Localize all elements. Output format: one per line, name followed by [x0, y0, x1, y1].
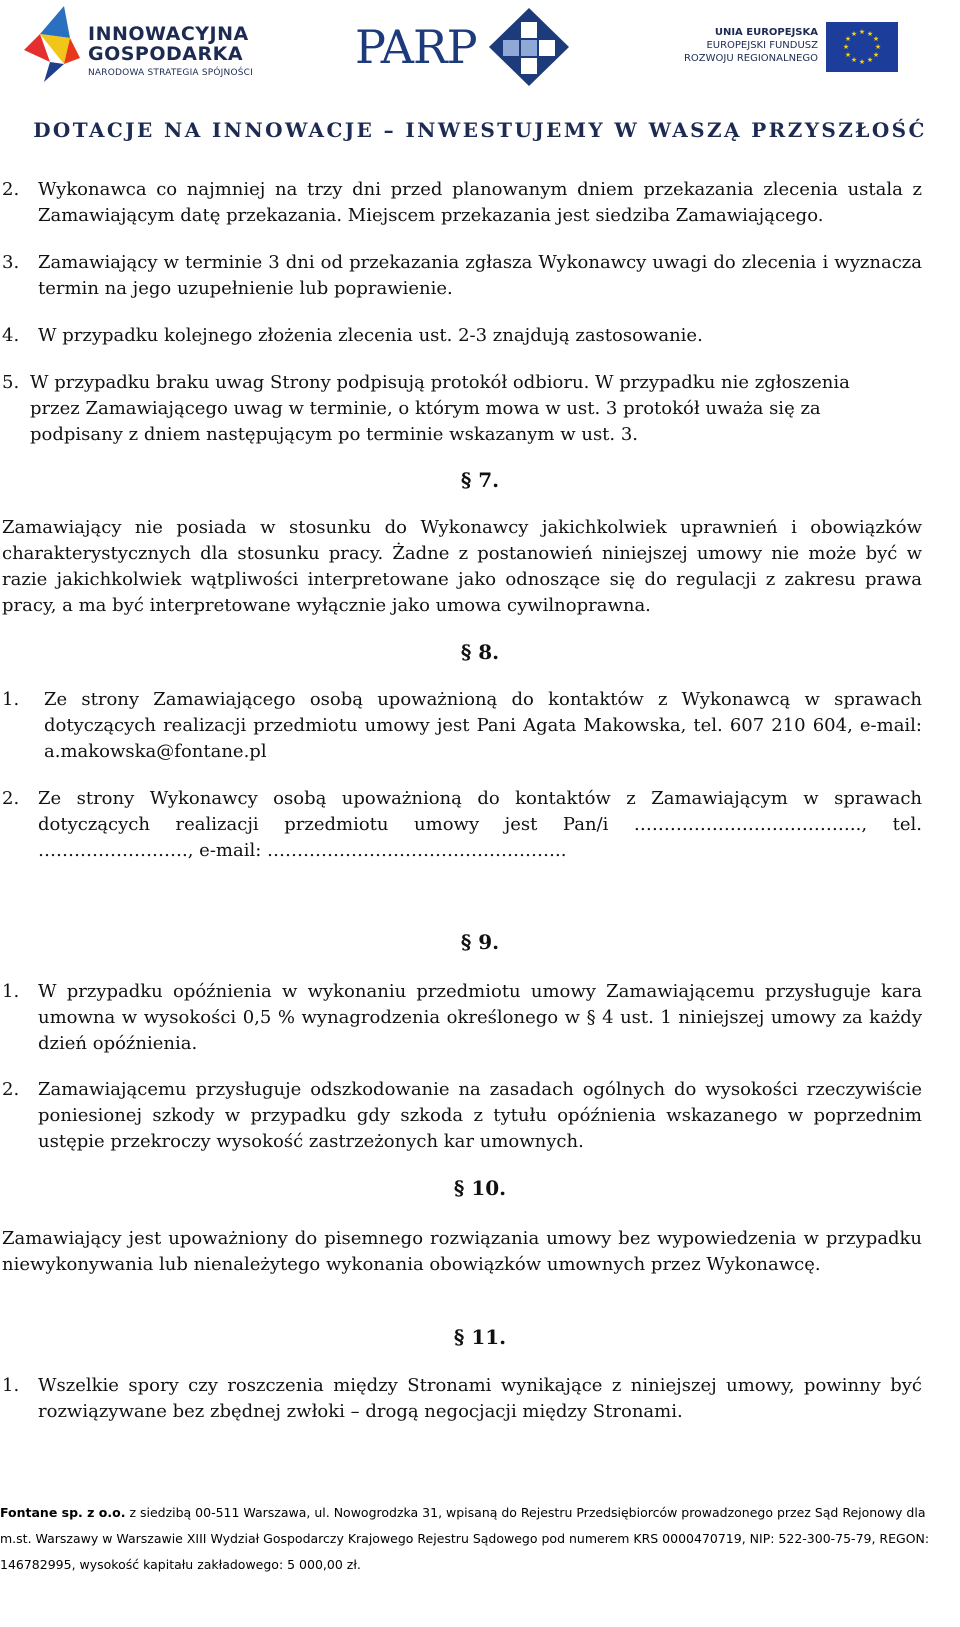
- parp-wordmark: PARP: [355, 20, 477, 74]
- svg-text:★: ★: [866, 30, 874, 38]
- parp-diamond-icon: [487, 6, 571, 88]
- svg-text:★: ★: [874, 43, 882, 51]
- eu-line-2: EUROPEJSKI FUNDUSZ: [706, 40, 818, 51]
- svg-text:★: ★: [850, 56, 858, 64]
- section-8-item-1: 1. Ze strony Zamawiającego osobą upoważnioną do kontaktów z Wykonawcą w sprawach dotyczących realizacji przedmiotu umowy jest Pani Agata Makowska, tel. 607 210 604, e-mail: a.makowska@fontane.pl: [2, 689, 922, 762]
- eu-flag-icon: [826, 22, 898, 72]
- section-8-item-2: 2. Ze strony Wykonawcy osobą upoważnioną do kontaktów z Zamawiającym w sprawach dotyczących realizacji przedmiotu umowy jest Pan/i ……………………………….., tel. ……………………., e-mail: …………………………………………..: [2, 788, 922, 861]
- section-10-text: Zamawiający jest upoważniony do pisemnego rozwiązania umowy bez wypowiedzenia w przypadku niewykonywania lub nienależytego wykonania obowiązków umownych przez Wykonawcę.: [2, 1228, 922, 1275]
- innowacyjna-gospodarka-logo: [20, 4, 260, 86]
- slogan: DOTACJE NA INNOWACJE – INWESTUJEMY W WASZĄ PRZYSZŁOŚĆ: [33, 118, 927, 142]
- footer-text: z siedzibą 00-511 Warszawa, ul. Nowogrodzka 31, wpisaną do Rejestru Przedsiębiorców prowadzonego przez Sąd Rejonowy dla m.st. Warszawy w Warszawie XIII Wydział Gospodarczy Krajowego Rejestru Sądowego pod numerem KRS 0000470719, NIP: 522-300-75-79, REGON: 146782995, wysokość kapitału zakładowego: 5 000,00 zł.: [0, 1505, 930, 1572]
- svg-text:★: ★: [866, 56, 874, 64]
- logo-line-2: GOSPODARKA: [88, 43, 244, 65]
- section-7-text: Zamawiający nie posiada w stosunku do Wykonawcy jakichkolwiek uprawnień i obowiązków charakterystycznych dla stosunku pracy. Żadne z postanowień niniejszej umowy nie może być w razie jakichkolwiek wątpliwości interpretowane jako odnoszące się do regulacji z zakresu prawa pracy, a ma być interpretowane wyłącznie jako umowa cywilnoprawna.: [2, 517, 922, 616]
- svg-text:★: ★: [858, 28, 866, 36]
- section-9-item-2: 2. Zamawiającemu przysługuje odszkodowanie na zasadach ogólnych do wysokości rzeczywiście poniesionej szkody w przypadku gdy szkoda z tytułu opóźnienia wskazanego w poprzednim ustępie przekroczy wysokość zastrzeżonych kar umownych.: [2, 1079, 922, 1152]
- section-11-heading: § 11.: [453, 1325, 507, 1349]
- page-footer: [0, 1500, 940, 1578]
- section-7-heading: § 7.: [460, 468, 500, 492]
- paragraph-2: 2. Wykonawca co najmniej na trzy dni przed planowanym dniem przekazania zlecenia ustala z Zamawiającym datę przekazania. Miejscem przekazania jest siedziba Zamawiającego.: [2, 179, 922, 226]
- logo-subtitle: NARODOWA STRATEGIA SPÓJNOŚCI: [88, 68, 253, 78]
- star-emblem-icon: [20, 4, 82, 84]
- section-9-heading: § 9.: [460, 930, 500, 954]
- eu-line-3: ROZWOJU REGIONALNEGO: [683, 53, 818, 64]
- parp-logo: [355, 6, 575, 88]
- section-10-heading: § 10.: [453, 1176, 507, 1200]
- svg-text:★: ★: [872, 51, 880, 59]
- svg-text:★: ★: [850, 30, 858, 38]
- svg-text:★: ★: [844, 35, 852, 43]
- section-9-item-1: 1. W przypadku opóźnienia w wykonaniu przedmiotu umowy Zamawiającemu przysługuje kara umowna w wysokości 0,5 % wynagrodzenia określonego w § 4 ust. 1 niniejszej umowy za każdy dzień opóźnienia.: [2, 981, 922, 1054]
- section-8-heading: § 8.: [460, 640, 500, 664]
- paragraph-4: 4. W przypadku kolejnego złożenia zlecenia ust. 2-3 znajdują zastosowanie.: [2, 325, 703, 346]
- section-11-item-1: 1. Wszelkie spory czy roszczenia między Stronami wynikające z niniejszej umowy, powinny być rozwiązywane bez zbędnej zwłoki – drogą negocjacji między Stronami.: [2, 1375, 922, 1422]
- svg-text:★: ★: [872, 35, 880, 43]
- svg-text:★: ★: [858, 58, 866, 66]
- paragraph-3: 3. Zamawiający w terminie 3 dni od przekazania zgłasza Wykonawcy uwagi do zlecenia i wyznacza termin na jego uzupełnienie lub poprawienie.: [2, 252, 922, 299]
- eu-logo: [683, 18, 910, 78]
- eu-line-1: UNIA EUROPEJSKA: [714, 27, 818, 38]
- svg-text:★: ★: [844, 51, 852, 59]
- logo-line-1: INNOWACYJNA: [88, 23, 249, 45]
- footer-company: Fontane sp. z o.o.: [0, 1505, 126, 1520]
- svg-text:★: ★: [842, 43, 850, 51]
- paragraph-5: 5. W przypadku braku uwag Strony podpisują protokół odbioru. W przypadku nie zgłoszenia przez Zamawiającego uwag w terminie, o którym mowa w ust. 3 protokół uważa się za podpisany z dniem następującym po terminie wskazanym w ust. 3.: [2, 372, 850, 445]
- page-header: [0, 0, 960, 96]
